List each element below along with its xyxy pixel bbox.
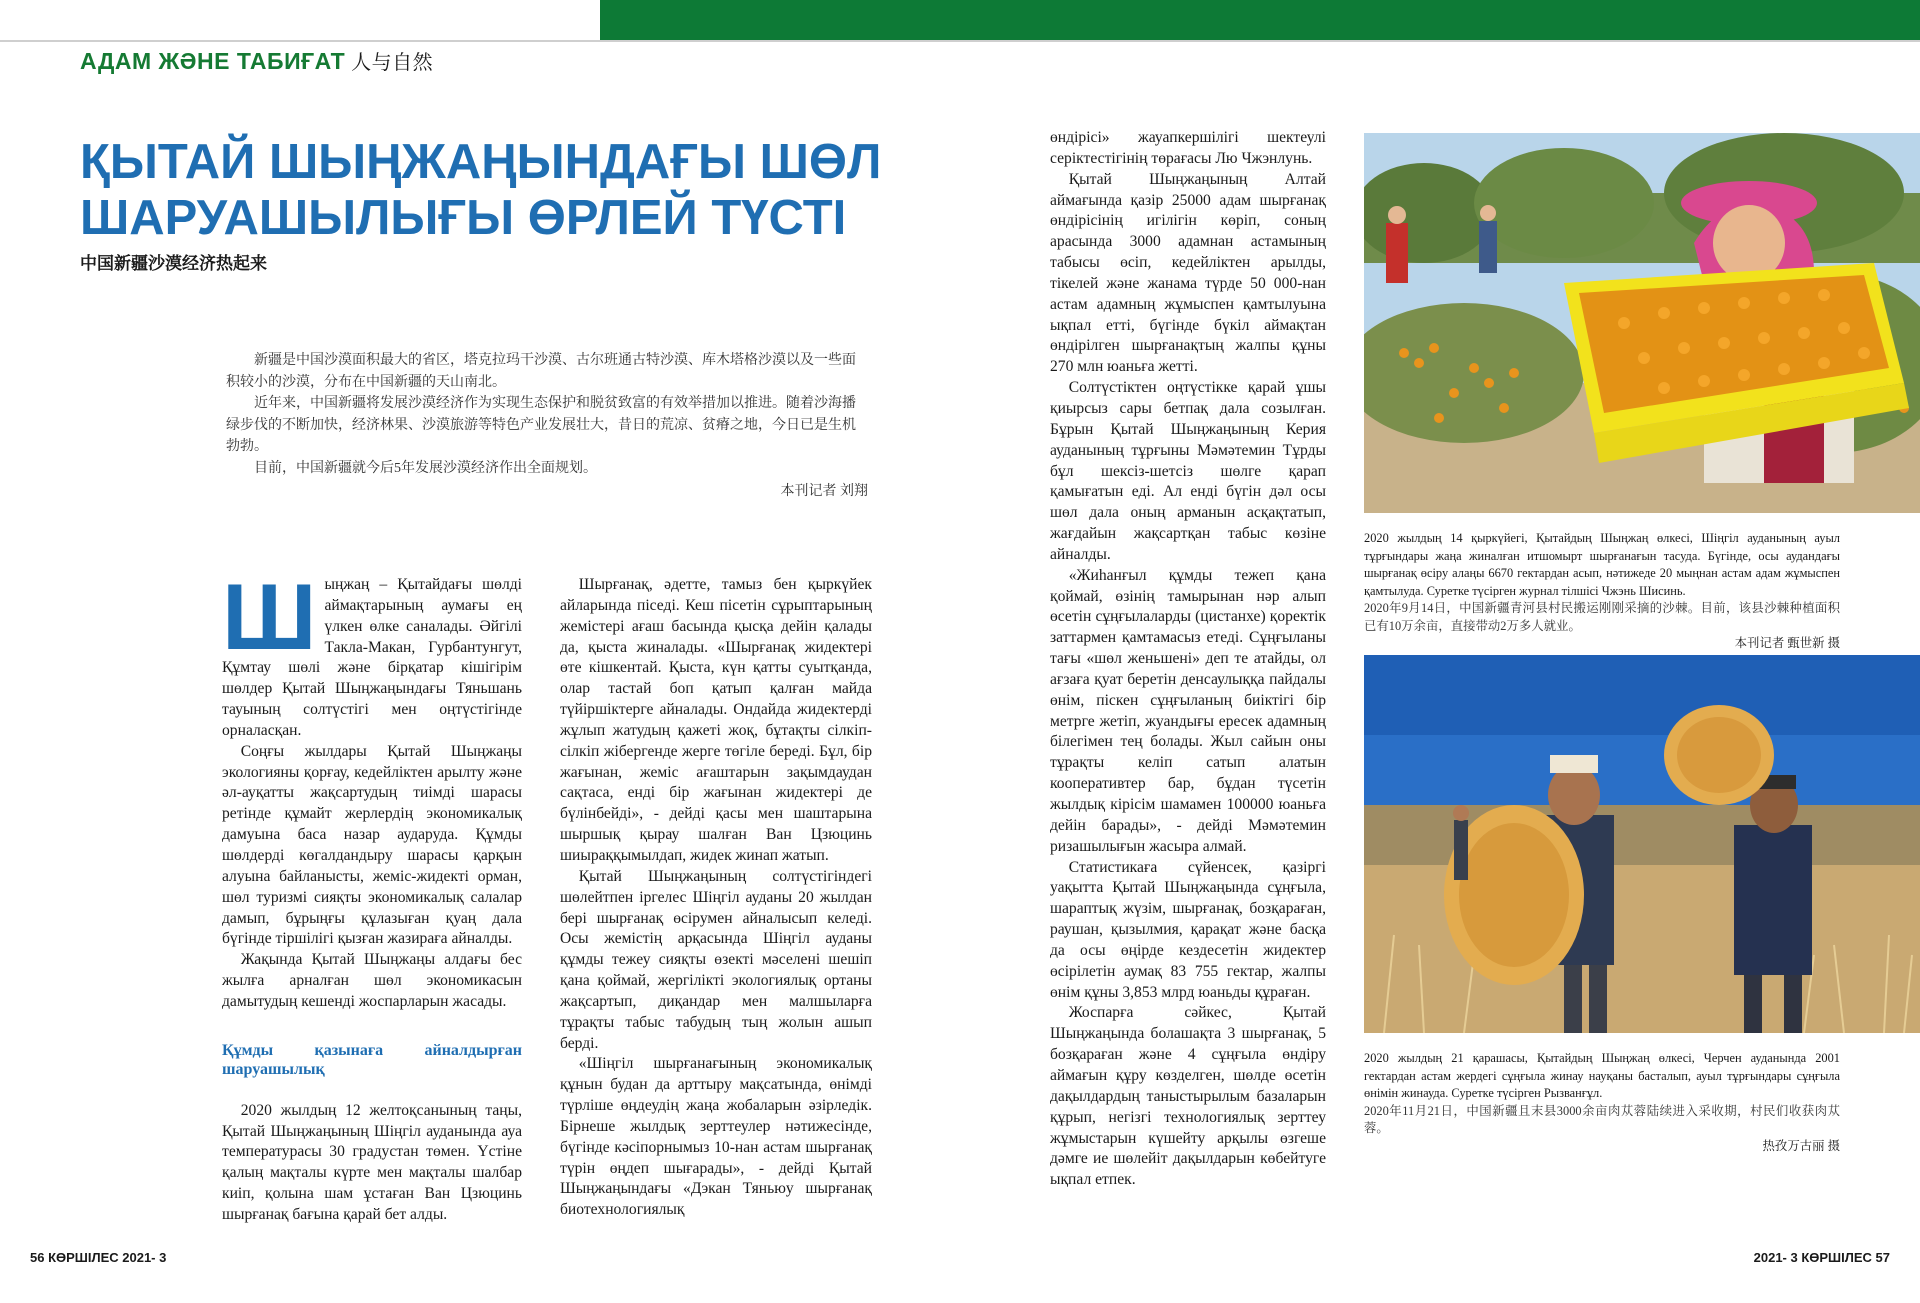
article-subheading: Құмды қазынаға айналдырған шаруашылық	[222, 1041, 522, 1078]
photo-2-caption-cn: 2020年11月21日，中国新疆且末县3000余亩肉苁蓉陆续进入采收期，村民们收获肉苁蓉。	[1364, 1103, 1840, 1135]
photo-cistanche-harvest	[1364, 655, 1920, 1033]
text-column-3	[1050, 128, 1326, 1191]
text-column-2	[560, 575, 872, 1221]
photo-1-caption-cn: 2020年9月14日，中国新疆青河县村民搬运刚刚采摘的沙棘。目前，该县沙棘种植面积已有10万余亩，直接带动2万多人就业。	[1364, 601, 1840, 633]
body-paragraph: Соңғы жылдары Қытай Шыңжаңы экологияны қорғау, кедейліктен арылту және әл-ауқатты жақсартудың тиімді шарасы ретінде құмайт жерлердің экономикалық дамуына баса назар аударуда. Құмды шөлдерді көгалдандыру шарасы қарқын алуына байланысты, жеміс-жидекті орман, шөл туризмі сияқты экономикалық салалар дамып, бұрыңғы құлазыған қуаң дала бүгінде тіршілігі қызған жазираға айналды.	[222, 742, 522, 948]
photo-1-caption-kk: 2020 жылдың 14 қыркүйегі, Қытайдың Шыңжаң өлкесі, Шіңгіл ауданының ауыл тұрғындары жаңа жиналған итшомырт шырғанағын тасуда. Бүгінде, осы аудандағы шырғанақ өсіру алаңы 6670 гектардан асып, нәтижеде 20 мыңнан астам адам жұмыспен қамтылуда. Суретке түсірген журнал тілшісі Чжэнь Шисинь.	[1364, 531, 1840, 598]
article-intro-cn	[226, 350, 868, 503]
photo-2-caption	[1364, 1050, 1840, 1155]
photo-2-caption-kk: 2020 жылдың 21 қарашасы, Қытайдың Шыңжаң өлкесі, Черчен ауданында 2001 гектардан астам жердегі сұңғыла жинау науқаны басталып, ауыл тұрғындары сұңғыла өнімін жинауда. Суретке түсірген Рызванғұл.	[1364, 1051, 1840, 1100]
body-paragraph: Жақында Қытай Шыңжаңы алдағы бес жылға арналған шөл экономикасын дамытудың кешенді жоспарларын жасады.	[222, 951, 522, 1010]
photo-1-caption	[1364, 530, 1840, 653]
body-paragraph: Солтүстіктен оңтүстікке қарай ұшы қиырсыз сары бетпақ дала созылған. Бұрын Қытай Шыңжаңының Керия ауданының тұрғыны Мәмәтемин Тұрды бұл шексіз-шетсіз шөлге қарап қамығатын еді. Ал енді бүгін дәл осы шөл дала оның арманын асқақтатып, жағдайын жақсартқан табыс көзіне айналды.	[1050, 379, 1326, 563]
body-paragraph: «Жиһанғыл құмды тежеп қана қоймай, өзінің тамырынан нәр алып өсетін сұңғылаларды (цистанхе) қоректік заттармен қамтамасыз етеді. Сұңғыланы тағы «шөл женьшені» деп те атайды, ол ағзаға қуат беретін денсаулыққа пайдалы өнім, піскен сұңғыланың биіктігі бір метрге жетіп, жуандығы ересек адамның білегімен тең болады. Жыл сайын оны тұрақты келіп сатып алатын кооперативтер бар, бұдан түсетін жылдық кірісім шамамен 100000 юаньға дейін барады», - дейді Мәмәтемин ризашылығын жасыра алмай.	[1050, 566, 1326, 855]
body-paragraph: «Шіңгіл шырғанағының экономикалық құнын будан да арттыру мақсатында, өнімді түрліше өңдеудің жаңа жобаларын әзірледік. Бірнеше жылдық зерттеулер нәтижесінде, бүгінде кәсіпорнымыз 10-нан астам шырғанақ түрін өңдеп шығарады», - дейді Қытай Шыңжаңындағы «Дэкан Тяньюу шырғанақ биотехнологиялық	[560, 1055, 872, 1219]
header-divider	[0, 40, 1920, 42]
body-paragraph: ыңжаң – Қытайдағы шөлді аймақтарының аумағы ең үлкен өлке саналады. Әйгілі Такла-Макан, Гурбантунгут, Құмтау шөлі және бірқатар кішігірім шөлдер Қытай Шыңжаңындағы Тяньшань тауының солтүстігі мен оңтүстігінде орналасқан.	[222, 576, 522, 739]
intro-paragraph: 新疆是中国沙漠面积最大的省区，塔克拉玛干沙漠、古尔班通古特沙漠、库木塔格沙漠以及一些面积较小的沙漠，分布在中国新疆的天山南北。	[226, 353, 856, 390]
body-paragraph: Жоспарға сәйкес, Қытай Шыңжаңында болашақта 3 шырғанақ, 5 бозқараған және 4 сұңғыла өндіру аймағын құру көзделген, шөлде өсетін дақылдардың таныстырылым базаларын құрып, негізгі технологиялық зерттеу жұмыстарын күшейту арқылы өзгеше дәмге ие шөлейіт дақылдарын көбейтуге ықпал етпек.	[1050, 1004, 1326, 1189]
body-paragraph: Статистикаға сүйенсек, қазіргі уақытта Қытай Шыңжаңында сұңғыла, шараптық жүзім, шырғанақ, бозқараған, раушан, қызылмия, қарақат және басқа да осы өңірде кездесетін жидектер өсірілетін аумақ 83 755 гектар, жалпы өнім құны 3,853 млрд юаньды құраған.	[1050, 858, 1326, 1001]
article-subtitle-cn: 中国新疆沙漠经济热起来	[80, 254, 267, 273]
drop-cap: Ш	[222, 564, 317, 669]
photo-sea-buckthorn-harvest	[1364, 133, 1920, 513]
page-folio-left: 56 КӨРШІЛЕС 2021- 3	[30, 1250, 167, 1265]
intro-author: 本刊记者 刘翔	[780, 484, 868, 499]
text-column-1	[222, 564, 522, 1226]
header-green-bar	[600, 0, 1920, 40]
body-paragraph: 2020 жылдың 12 желтоқсанының таңы, Қытай Шыңжаңының Шіңгіл ауданында ауа температурасы 30 градустан төмен. Үстіне қалың мақталы күртe мен мақталы шалбар киіп, қолына шам ұстаған Ван Цзюцинь шырғанақ бағына қарай бет алды.	[222, 1101, 522, 1223]
body-paragraph: өндірісі» жауапкершілігі шектеулі серіктестігінің төрағасы Лю Чжэнлунь.	[1050, 129, 1326, 167]
article-title: ҚЫТАЙ ШЫҢЖАҢЫНДАҒЫ ШӨЛ ШАРУАШЫЛЫҒЫ ӨРЛЕЙ ТҮСТІ	[80, 135, 882, 245]
section-heading	[80, 46, 433, 75]
page-folio-right: 2021- 3 КӨРШІЛЕС 57	[1753, 1250, 1890, 1265]
intro-paragraph: 近年来，中国新疆将发展沙漠经济作为实现生态保护和脱贫致富的有效举措加以推进。随着沙海播绿步伐的不断加快，经济林果、沙漠旅游等特色产业发展壮大，昔日的荒凉、贫瘠之地，今日已是生机勃勃。	[226, 396, 856, 454]
photo-2-credit: 热孜万古丽 摄	[1762, 1138, 1840, 1153]
photo-1-credit: 本刊记者 甄世新 摄	[1734, 636, 1840, 650]
section-title-cn: 人与自然	[351, 52, 434, 74]
body-paragraph: Қытай Шыңжаңының Алтай аймағында қазір 25000 адам шырғанақ өндірісінің игілігін көріп, соның арасында 3000 адамнан астамының табысы өсіп, кедейліктен арылды, тікелей және жанама түрде 50 000-нан астам адамның жұмыспен қамтылуына ықпал етті, бүгінде бүкіл аймақтан өндірілген шырғанақтың жалпы құны 270 млн юаньға жетті.	[1050, 170, 1326, 376]
section-title-kk: АДАМ ЖӘНЕ ТАБИҒАТ	[80, 48, 346, 74]
intro-paragraph: 目前，中国新疆就今后5年发展沙漠经济作出全面规划。	[254, 460, 597, 476]
body-paragraph: Қытай Шыңжаңының солтүстігіндегі шөлейтпен іргелес Шіңгіл ауданы 20 жылдан бері шырғанақ өсірумен айналысып келеді. Осы жемістің арқасында Шіңгіл ауданы құмды тежеу сияқты өзекті мәселені шешіп қана қоймай, жергілікті экологиялық ортаны жақсартып, диқандар мен малшыларға тұрақты табыс табудың тың жолын ашып берді.	[560, 867, 872, 1052]
body-paragraph: Шырғанақ, әдетте, тамыз бен қыркүйек айларында піседі. Кеш пісетін сұрыптарының жемістері ағаш басында қысқа дейін қалады да, қыста жиналады. «Шырғанақ жидектері өте кішкентай. Қыста, күн қатты суытқанда, олар тастай боп қатып қалған майда түйіршіктерге айналады. Ондайда жидектерді жұлып жатудың қажеті жоқ, бұтақты сілкіп-сілкіп жібергенде жерге төгіле береді. Бұл, бір жағынан, жеміс ағаштарын зақымдаудан сақтаса, енді бір жағынан жидектері де бүлінбейді», - дейді қасы мен шаштарына шыршық қырау шалған Ван Цзюцинь шиыраққымылдап, жидек жинап жатып.	[560, 576, 872, 864]
